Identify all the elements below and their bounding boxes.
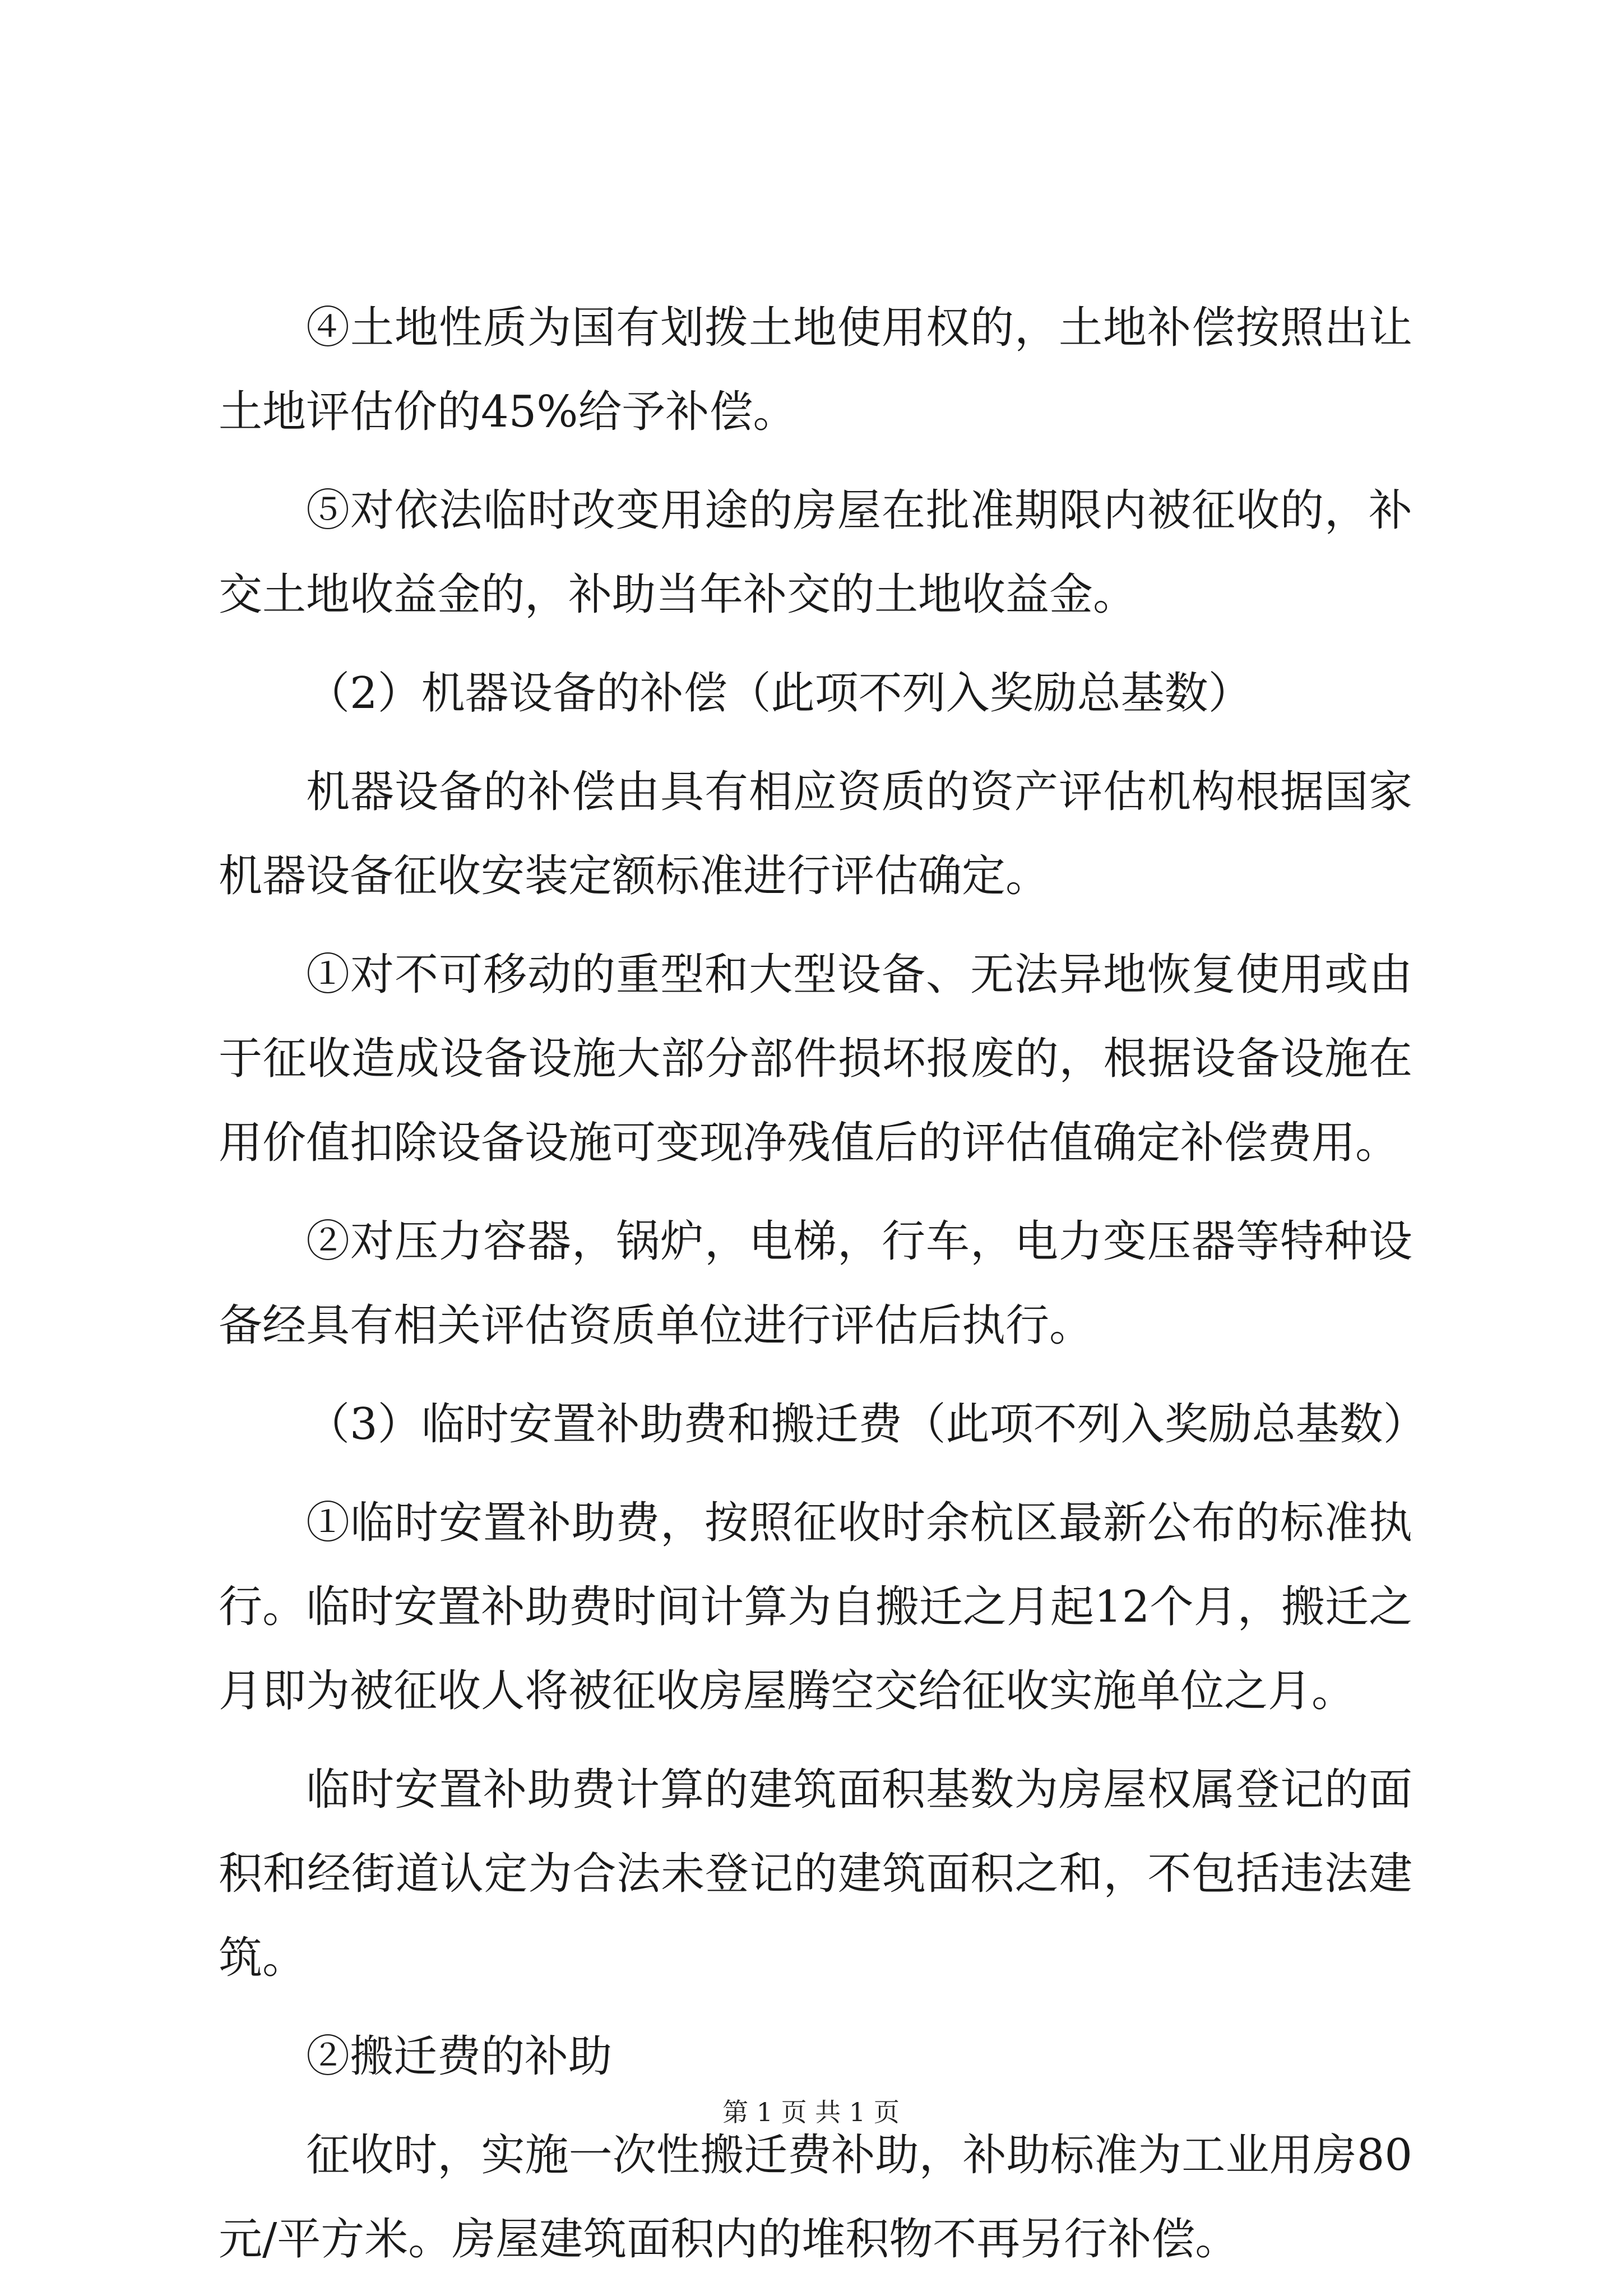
paragraph-temporary-resettlement: ①临时安置补助费，按照征收时余杭区最新公布的标准执行。临时安置补助费时间计算为自搬迁之月起12个月，搬迁之月即为被征收人将被征收房屋腾空交给征收实施单位之月。 — [219, 1498, 1412, 1716]
paragraph-area-base: 临时安置补助费计算的建筑面积基数为房屋权属登记的面积和经街道认定为合法未登记的建筑面积之和，不包括违法建筑。 — [219, 1765, 1412, 1983]
section-heading-machinery: （2）机器设备的补偿（此项不列入奖励总基数） — [306, 668, 1252, 719]
document-body — [219, 286, 1427, 2296]
page-footer: 第 1 页 共 1 页 — [722, 2097, 900, 2127]
paragraph-relocation-subsidy-title: ②搬迁费的补助 — [306, 2031, 613, 2082]
paragraph-immovable-equipment: ①对不可移动的重型和大型设备、无法异地恢复使用或由于征收造成设备设施大部分部件损坏报废的，根据设备设施在用价值扣除设备设施可变现净残值后的评估值确定补偿费用。 — [219, 950, 1412, 1168]
paragraph-machinery-evaluation: 机器设备的补偿由具有相应资质的资产评估机构根据国家机器设备征收安装定额标准进行评估确定。 — [219, 767, 1412, 901]
paragraph-special-equipment: ②对压力容器，锅炉，电梯，行车，电力变压器等特种设备经具有相关评估资质单位进行评估后执行。 — [219, 1216, 1412, 1351]
paragraph-relocation-subsidy-standard: 征收时，实施一次性搬迁费补助，补助标准为工业用房80元/平方米。房屋建筑面积内的堆积物不再另行补偿。 — [219, 2130, 1412, 2265]
section-heading-relocation: （3）临时安置补助费和搬迁费（此项不列入奖励总基数） — [306, 1399, 1427, 1450]
paragraph-land-allocation: ④土地性质为国有划拨土地使用权的，土地补偿按照出让土地评估价的45%给予补偿。 — [219, 303, 1412, 437]
paragraph-temporary-use-change: ⑤对依法临时改变用途的房屋在批准期限内被征收的，补交土地收益金的，补助当年补交的土地收益金。 — [219, 485, 1412, 620]
